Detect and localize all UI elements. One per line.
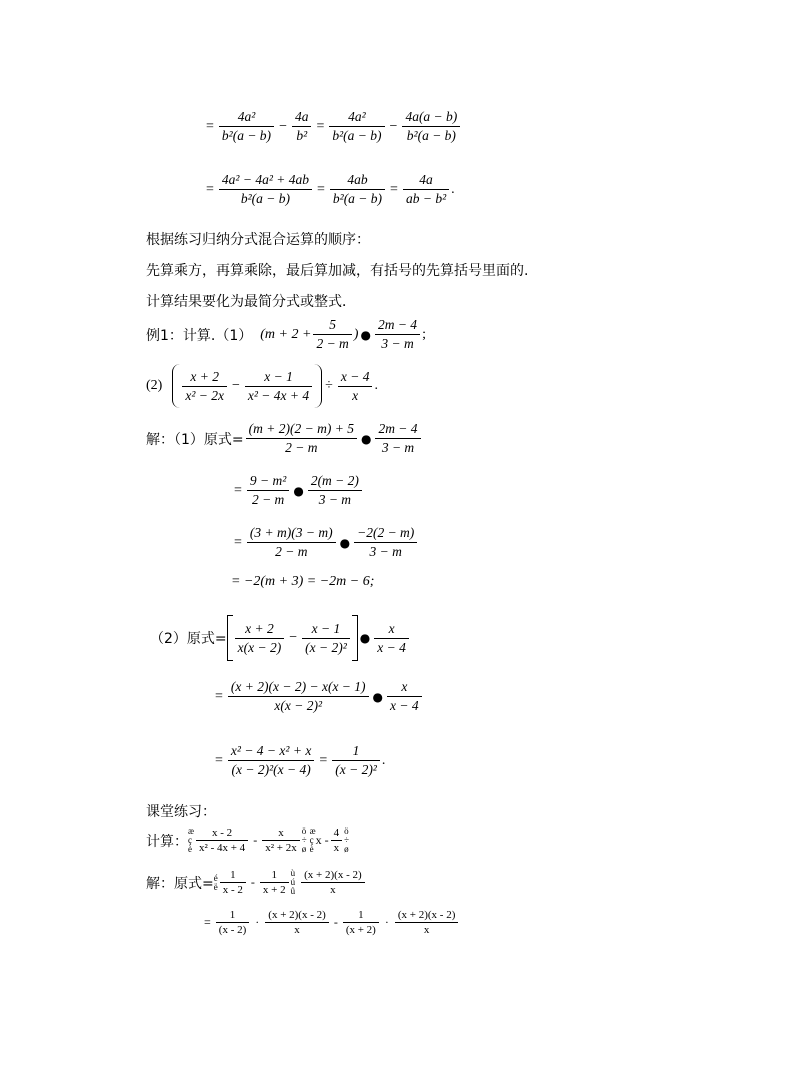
- denominator: x² − 4x + 4: [247, 387, 310, 403]
- denominator: ab − b²: [405, 191, 447, 206]
- denominator: x: [352, 387, 359, 403]
- denominator: b²: [296, 128, 308, 143]
- denominator: x: [333, 842, 340, 854]
- numerator: 4a² − 4a² + 4ab: [221, 172, 309, 187]
- numerator: 4ab: [347, 172, 368, 187]
- fraction: [292, 108, 312, 145]
- numerator: 1: [229, 909, 236, 921]
- numerator: x - 2: [212, 827, 233, 839]
- denominator: x − 4: [390, 698, 419, 713]
- fraction: [262, 826, 300, 855]
- solution-2-step-3: = x² − 4 − x² + x (x − 2)²(x − 4) = 1 (x − 2)² .: [215, 743, 386, 777]
- fraction: [301, 868, 365, 897]
- denominator: 3 − m: [369, 544, 402, 559]
- practice-solution-step-1: [146, 868, 367, 897]
- numerator: (3 + m)(3 − m): [249, 525, 333, 540]
- example-label: 例1：计算.（1）: [146, 327, 253, 344]
- glyph: ø: [344, 844, 349, 854]
- glyph: è: [309, 844, 314, 854]
- bracket-glyphs-left: [188, 827, 194, 854]
- eq-line-1: = 4a² b²(a − b) − 4a b² = 4a² b²(a − b) − 4a(a − b) b²(a − b): [203, 108, 462, 145]
- denominator: (x − 2)²: [305, 639, 347, 655]
- glyph: ë: [213, 881, 218, 892]
- solution-2-step-1: （2）原式= x + 2 x(x − 2) − x − 1 (x − 2)² ● x x − 4: [150, 615, 411, 661]
- practice-solution-step-2: [201, 908, 460, 937]
- glyph: û: [290, 886, 296, 896]
- numerator: x² − 4 − x² + x: [230, 743, 312, 758]
- bracket-glyphs-right: [302, 827, 307, 854]
- denominator: x(x − 2)²: [274, 698, 323, 713]
- semicolon: ;: [422, 326, 426, 342]
- numerator: 1: [271, 869, 278, 881]
- numerator: x: [278, 827, 284, 839]
- fraction: [260, 868, 289, 897]
- denominator: x² − 2x: [185, 387, 224, 403]
- fraction: [332, 742, 380, 779]
- equals-sign: =: [206, 118, 214, 134]
- fraction: [247, 472, 289, 509]
- glyph: æ: [309, 826, 316, 836]
- denominator: x: [330, 884, 336, 896]
- solution-1-step-2: = 9 − m² 2 − m ● 2(m − 2) 3 − m: [231, 472, 364, 509]
- numerator: (x + 2)(x - 2): [397, 909, 456, 921]
- fraction: [302, 620, 350, 657]
- denominator: (x + 2): [345, 924, 376, 936]
- denominator: x: [423, 924, 430, 936]
- practice-heading: 课堂练习：: [146, 804, 216, 820]
- fraction: [387, 678, 422, 715]
- solution-2-step-2: = (x + 2)(x − 2) − x(x − 1) x(x − 2)² ● x x − 4: [212, 678, 424, 715]
- fraction: [219, 108, 274, 145]
- denominator: 3 − m: [381, 440, 415, 455]
- glyph: ö: [301, 826, 307, 836]
- expression-text: (m + 2 +: [260, 326, 312, 342]
- denominator: b²(a − b): [240, 191, 291, 206]
- numerator: (m + 2)(2 − m) + 5: [248, 421, 354, 436]
- numerator: −2(2 − m): [357, 525, 415, 540]
- denominator: b²(a − b): [221, 128, 272, 143]
- fraction: [402, 108, 460, 145]
- minus-sign: -: [253, 833, 258, 847]
- numerator: 1: [230, 869, 236, 881]
- close-paren: ): [353, 326, 359, 342]
- example-1-part-1: 例1：计算.（1） (m + 2 + 5 2 − m ) ● 2m − 4 3 − m ;: [146, 317, 426, 351]
- numerator: (x + 2)(x - 2): [268, 909, 326, 921]
- fraction: [245, 368, 312, 405]
- divide-sign: ÷: [325, 378, 333, 393]
- denominator: x − 4: [377, 639, 406, 655]
- fraction: [265, 908, 329, 937]
- numerator: 4a: [294, 109, 309, 124]
- denominator: x - 2: [222, 884, 243, 896]
- fraction: [235, 620, 285, 657]
- numerator: 4a(a − b): [405, 109, 458, 124]
- simplify-rule: 计算结果要化为最简分式或整式．: [146, 294, 356, 310]
- fraction: [403, 171, 449, 208]
- numerator: x + 2: [190, 368, 219, 384]
- fraction: [196, 826, 248, 855]
- fraction: [395, 908, 459, 937]
- fraction: [374, 620, 409, 657]
- fraction: [228, 678, 369, 715]
- solution-1-result: = −2(m + 3) = −2m − 6;: [231, 574, 375, 589]
- denominator: 2 − m: [275, 544, 308, 559]
- fraction: [313, 316, 351, 353]
- glyph: é: [213, 872, 218, 883]
- fraction: [331, 826, 343, 855]
- denominator: 2 − m: [251, 492, 285, 507]
- denominator: (x − 2)²(x − 4): [231, 762, 311, 777]
- numerator: x: [388, 620, 395, 636]
- fraction: [247, 524, 336, 561]
- fraction: [182, 368, 227, 405]
- numerator: x: [401, 679, 408, 694]
- fraction: [375, 420, 420, 457]
- numerator: 4: [333, 827, 340, 839]
- summary-intro: 根据练习归纳分式混合运算的顺序：: [146, 232, 370, 248]
- denominator: x² - 4x + 4: [199, 842, 246, 854]
- solution-label: （2）原式=: [150, 631, 227, 647]
- denominator: 2 − m: [316, 336, 349, 351]
- fraction: [216, 908, 250, 937]
- solution-1-step-3: = (3 + m)(3 − m) 2 − m ● −2(2 − m) 3 − m: [231, 524, 419, 561]
- numerator: 5: [329, 317, 336, 332]
- glyph: ç: [309, 835, 314, 845]
- numerator: 2(m − 2): [310, 473, 359, 488]
- fraction: [228, 742, 314, 779]
- denominator: (x − 2)²: [335, 762, 377, 777]
- numerator: 2m − 4: [378, 421, 418, 436]
- fraction: [220, 868, 246, 897]
- denominator: x: [294, 924, 300, 936]
- numerator: 4a: [419, 172, 433, 187]
- denominator: b²(a − b): [332, 191, 383, 206]
- fraction: [375, 316, 420, 353]
- fraction: [246, 420, 357, 457]
- glyph: ç: [188, 835, 192, 845]
- eq-line-2: = 4a² − 4a² + 4ab b²(a − b) = 4ab b²(a − b) = 4a ab − b² .: [206, 172, 455, 206]
- bracket-glyphs-right: [291, 869, 296, 896]
- period: .: [374, 378, 378, 393]
- numerator: (x + 2)(x − 2) − x(x − 1): [230, 679, 366, 694]
- multiply-dot: ·: [384, 915, 389, 929]
- numerator: x + 2: [245, 620, 274, 636]
- numerator: x − 1: [264, 368, 293, 384]
- denominator: b²(a − b): [332, 128, 382, 143]
- numerator: (x + 2)(x - 2): [304, 869, 362, 881]
- bracket-glyphs-right: [344, 827, 349, 854]
- numerator: x − 4: [340, 368, 370, 384]
- numerator: 1: [352, 743, 360, 758]
- fraction: [308, 472, 362, 509]
- numerator: 2m − 4: [377, 317, 418, 332]
- fraction: [329, 108, 384, 145]
- solution-label: 解：（1）原式=: [146, 431, 244, 448]
- solution-label: 解：原式=: [146, 875, 214, 892]
- period: .: [451, 181, 455, 197]
- bracket-glyphs-left: [214, 874, 218, 892]
- numerator: 4a²: [237, 109, 256, 124]
- example-1-part-2: (2) x + 2 x² − 2x − x − 1 x² − 4x + 4 ÷ x − 4 x .: [146, 364, 378, 408]
- order-rule: 先算乘方，再算乘除，最后算加减，有括号的先算括号里面的.: [146, 263, 529, 279]
- fraction: [354, 524, 417, 561]
- expression-text: x -: [315, 833, 329, 847]
- numerator: 9 − m²: [249, 473, 287, 488]
- fraction: [343, 908, 379, 937]
- fraction: [338, 368, 373, 405]
- fraction: [330, 171, 385, 208]
- calc-label: 计算：: [146, 833, 188, 850]
- glyph: ù: [290, 868, 296, 878]
- denominator: 3 − m: [318, 492, 352, 507]
- fraction: [219, 171, 312, 208]
- multiply-dot: ·: [255, 915, 260, 929]
- glyph: ø: [301, 844, 307, 854]
- numerator: 1: [358, 909, 364, 921]
- minus-sign: -: [250, 875, 255, 889]
- denominator: x + 2: [262, 884, 286, 896]
- glyph: ÷: [344, 835, 350, 845]
- period: .: [381, 752, 386, 768]
- part-label: (2): [146, 378, 163, 393]
- glyph: ú: [290, 877, 296, 887]
- denominator: 2 − m: [285, 440, 318, 455]
- denominator: (x - 2): [218, 924, 247, 936]
- denominator: 3 − m: [381, 336, 414, 351]
- equals-sign: =: [204, 915, 211, 929]
- numerator: 4a²: [348, 109, 366, 124]
- practice-problem: [146, 826, 349, 855]
- glyph: è: [188, 844, 192, 854]
- solution-1-step-1: 解：（1）原式= (m + 2)(2 − m) + 5 2 − m ● 2m − 4 3 − m: [146, 420, 423, 457]
- numerator: x − 1: [311, 620, 341, 636]
- denominator: b²(a − b): [406, 128, 456, 143]
- glyph: ö: [344, 826, 349, 836]
- glyph: ÷: [301, 835, 307, 845]
- glyph: æ: [188, 826, 195, 836]
- denominator: x(x − 2): [237, 639, 282, 655]
- minus-sign: -: [333, 915, 338, 929]
- denominator: x² + 2x: [265, 842, 297, 854]
